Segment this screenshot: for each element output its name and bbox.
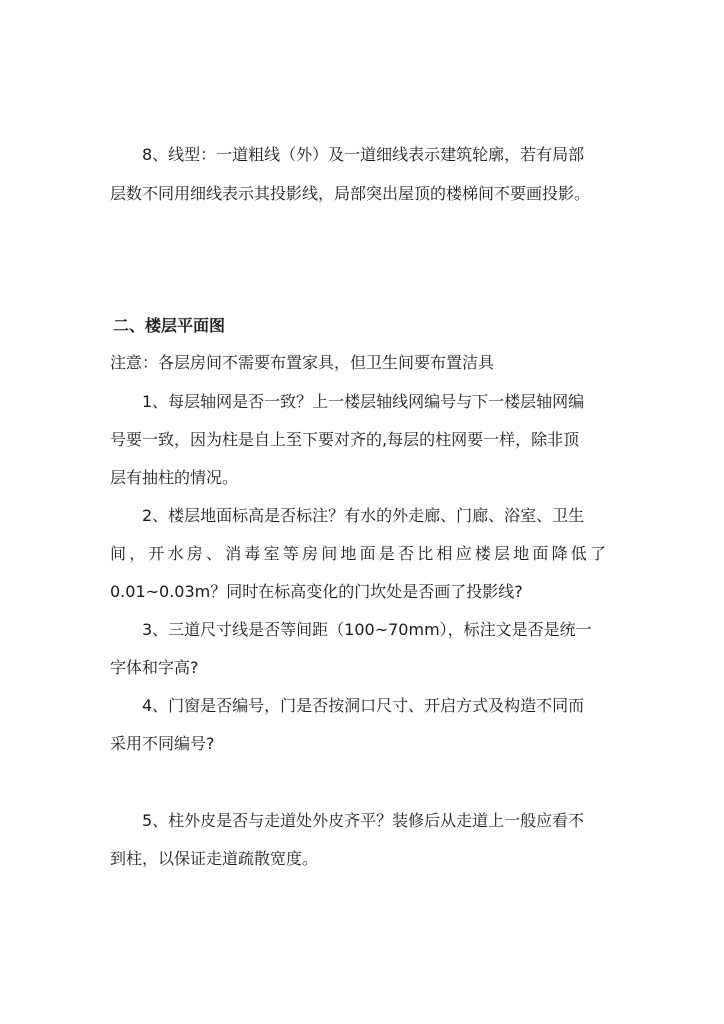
item-1-line-2: 号要一致，因为柱是自上至下要对齐的,每层的柱网要一样，除非顶 bbox=[110, 430, 580, 449]
item-2-line-3: 0.01~0.03m？同时在标高变化的门坎处是否画了投影线? bbox=[110, 582, 523, 601]
item-3-line-2: 字体和字高? bbox=[110, 658, 199, 677]
item-3-line-1: 3、三道尺寸线是否等间距（100~70mm），标注文是否是统一 bbox=[142, 620, 592, 639]
section-heading: 二、楼层平面图 bbox=[113, 316, 226, 335]
item-2-line-2: 间，开水房、消毒室等房间地面是否比相应楼层地面降低了 bbox=[110, 544, 610, 563]
item-4-line-2: 采用不同编号? bbox=[110, 734, 215, 753]
item-5-line-1: 5、柱外皮是否与走道处外皮齐平？装修后从走道上一般应看不 bbox=[142, 811, 585, 830]
item-5-line-2: 到柱，以保证走道疏散宽度。 bbox=[110, 849, 319, 868]
item-4-line-1: 4、门窗是否编号，门是否按洞口尺寸、开启方式及构造不同而 bbox=[142, 696, 585, 715]
item-8-line-2: 层数不同用细线表示其投影线，局部突出屋顶的楼梯间不要画投影。 bbox=[110, 184, 591, 203]
item-8-line-1: 8、线型：一道粗线（外）及一道细线表示建筑轮廓，若有局部 bbox=[142, 145, 585, 164]
item-2-line-1: 2、楼层地面标高是否标注？有水的外走廊、门廊、浴室、卫生 bbox=[142, 506, 585, 525]
item-1-line-3: 层有抽柱的情况。 bbox=[110, 468, 239, 487]
item-1-line-1: 1、每层轴网是否一致？上一楼层轴线网编号与下一楼层轴网编 bbox=[142, 392, 585, 411]
note-line: 注意：各层房间不需要布置家具，但卫生间要布置洁具 bbox=[110, 353, 495, 372]
